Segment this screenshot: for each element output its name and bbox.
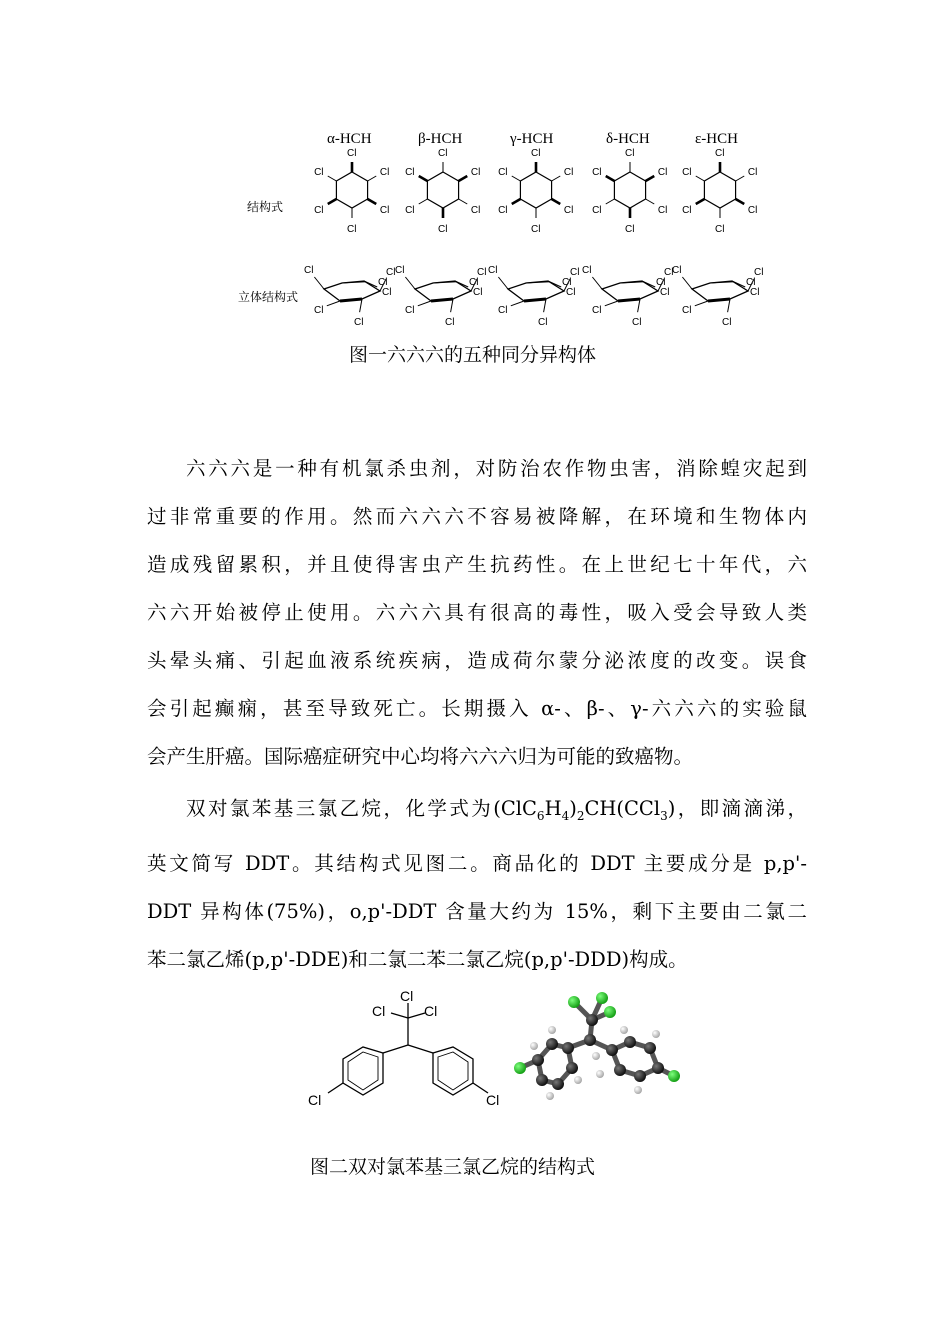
atom-label-cl: Cl	[424, 1003, 438, 1019]
text-line: 头晕头痛、引起血液系统疾病，造成荷尔蒙分泌浓度的改变。误食	[147, 649, 807, 672]
paragraph-ddt	[147, 785, 807, 984]
atom-label-cl: Cl	[498, 167, 508, 178]
atom-label-cl: Cl	[445, 317, 455, 328]
atom-label-cl: Cl	[372, 1003, 386, 1019]
atom-label-cl: Cl	[747, 205, 758, 216]
text-line: 苯二氯乙烯(p,p'-DDE)和二氯二苯二氯乙烷(p,p'-DDD)构成。	[147, 947, 688, 971]
hch-flat-structure	[314, 148, 389, 235]
atom-label-cl: Cl	[498, 205, 508, 216]
atom-label-cl: Cl	[682, 205, 692, 216]
atom-label-cl: Cl	[722, 317, 732, 328]
text-line: 六六六是一种有机氯杀虫剂，对防治农作物虫害，消除蝗灾起到	[186, 457, 807, 480]
hch-chair-structure	[304, 265, 395, 328]
atom-label-cl: Cl	[754, 267, 764, 278]
atom-label-cl: Cl	[314, 305, 324, 316]
atom-label-cl: Cl	[347, 148, 357, 159]
atom-label-cl: Cl	[469, 277, 479, 288]
isomer-label-alpha: α-HCH	[327, 131, 372, 147]
atom-label-cl: Cl	[747, 167, 758, 178]
atom-label-cl: Cl	[379, 167, 390, 178]
atom-label-cl: Cl	[531, 148, 541, 159]
hch-chair-structure	[582, 265, 673, 328]
atom-label-cl: Cl	[715, 148, 725, 159]
isomer-label-delta: δ-HCH	[606, 131, 650, 147]
atom-label-cl: Cl	[660, 287, 670, 298]
atom-label-cl: Cl	[486, 1092, 500, 1108]
atom-label-cl: Cl	[400, 988, 414, 1004]
atom-label-cl: Cl	[386, 267, 396, 278]
atom-label-cl: Cl	[382, 287, 392, 298]
atom-label-cl: Cl	[405, 167, 415, 178]
atom-label-cl: Cl	[592, 305, 602, 316]
atom-label-cl: Cl	[308, 1092, 322, 1108]
atom-label-cl: Cl	[656, 277, 666, 288]
atom-label-cl: Cl	[570, 267, 580, 278]
atom-label-cl: Cl	[582, 265, 592, 276]
atom-label-cl: Cl	[563, 205, 574, 216]
atom-label-cl: Cl	[566, 287, 576, 298]
atom-label-cl: Cl	[657, 205, 668, 216]
hch-chair-structure	[672, 265, 763, 328]
isomer-label-beta: β-HCH	[418, 131, 463, 147]
hch-flat-structure	[682, 148, 757, 235]
text-line: 造成残留累积，并且使得害虫产生抗药性。在上世纪七十年代，六	[147, 553, 807, 576]
text-line: 过非常重要的作用。然而六六六不容易被降解，在环境和生物体内	[147, 505, 807, 528]
atom-label-cl: Cl	[682, 305, 692, 316]
atom-label-cl: Cl	[470, 205, 481, 216]
atom-label-cl: Cl	[405, 305, 415, 316]
hch-flat-structure	[592, 148, 667, 235]
atom-label-cl: Cl	[657, 167, 668, 178]
hch-flat-structure	[405, 148, 480, 235]
figure2-caption: 图二双对氯苯基三氯乙烷的结构式	[310, 1156, 596, 1178]
ddt-skeletal-formula	[300, 985, 510, 1115]
atom-label-cl: Cl	[538, 317, 548, 328]
text-line: 六六开始被停止使用。六六六具有很高的毒性，吸入受会导致人类	[147, 601, 807, 624]
text-line-formula: 双对氯苯基三氯乙烷，化学式为$(ClC_6H_4)_2CH(CCl_3)$，即滴滴涕，	[186, 797, 808, 823]
atom-label-cl: Cl	[314, 167, 324, 178]
atom-label-cl: Cl	[488, 265, 498, 276]
flat-structures	[314, 148, 757, 235]
atom-label-cl: Cl	[592, 167, 602, 178]
atom-label-cl: Cl	[379, 205, 390, 216]
row-label-structural: 结构式	[247, 200, 284, 214]
atom-label-cl: Cl	[438, 148, 448, 159]
chair-structures	[304, 265, 763, 328]
atom-label-cl: Cl	[477, 267, 487, 278]
atom-label-cl: Cl	[562, 277, 572, 288]
atom-label-cl: Cl	[682, 167, 692, 178]
atom-label-cl: Cl	[625, 148, 635, 159]
atom-label-cl: Cl	[672, 265, 682, 276]
atom-label-cl: Cl	[354, 317, 364, 328]
atom-label-cl: Cl	[473, 287, 483, 298]
atom-label-cl: Cl	[750, 287, 760, 298]
isomer-label-gamma: γ-HCH	[510, 131, 554, 147]
atom-label-cl: Cl	[378, 277, 388, 288]
atom-label-cl: Cl	[347, 224, 357, 235]
atom-label-cl: Cl	[592, 205, 602, 216]
text-line: 英文简写 DDT。其结构式见图二。商品化的 DDT 主要成分是 p,p'-	[147, 851, 807, 875]
atom-label-cl: Cl	[498, 305, 508, 316]
text-line: 会产生肝癌。国际癌症研究中心均将六六六归为可能的致癌物。	[147, 745, 694, 768]
paragraph-hch	[147, 445, 807, 781]
figure1-caption: 图一六六六的五种同分异构体	[349, 344, 597, 366]
atom-label-cl: Cl	[563, 167, 574, 178]
atom-label-cl: Cl	[314, 205, 324, 216]
atom-label-cl: Cl	[746, 277, 756, 288]
text-line: DDT 异构体(75%)，o,p'-DDT 含量大约为 15%，剩下主要由二氯二	[147, 899, 807, 923]
atom-label-cl: Cl	[395, 265, 405, 276]
row-label-3d: 立体结构式	[238, 290, 299, 304]
atom-label-cl: Cl	[304, 265, 314, 276]
isomer-label-epsilon: ε-HCH	[695, 131, 738, 147]
hch-chair-structure	[488, 265, 579, 328]
atom-label-cl: Cl	[531, 224, 541, 235]
atom-label-cl: Cl	[470, 167, 481, 178]
ddt-ball-and-stick-model	[512, 988, 682, 1110]
atom-label-cl: Cl	[438, 224, 448, 235]
hch-structure-drawings	[300, 148, 780, 328]
atom-label-cl: Cl	[405, 205, 415, 216]
atom-label-cl: Cl	[664, 267, 674, 278]
hch-flat-structure	[498, 148, 573, 235]
atom-label-cl: Cl	[625, 224, 635, 235]
hch-chair-structure	[395, 265, 486, 328]
atom-label-cl: Cl	[632, 317, 642, 328]
text-line: 会引起癫痫，甚至导致死亡。长期摄入 α-、β-、γ-六六六的实验鼠	[147, 697, 807, 720]
atom-label-cl: Cl	[715, 224, 725, 235]
